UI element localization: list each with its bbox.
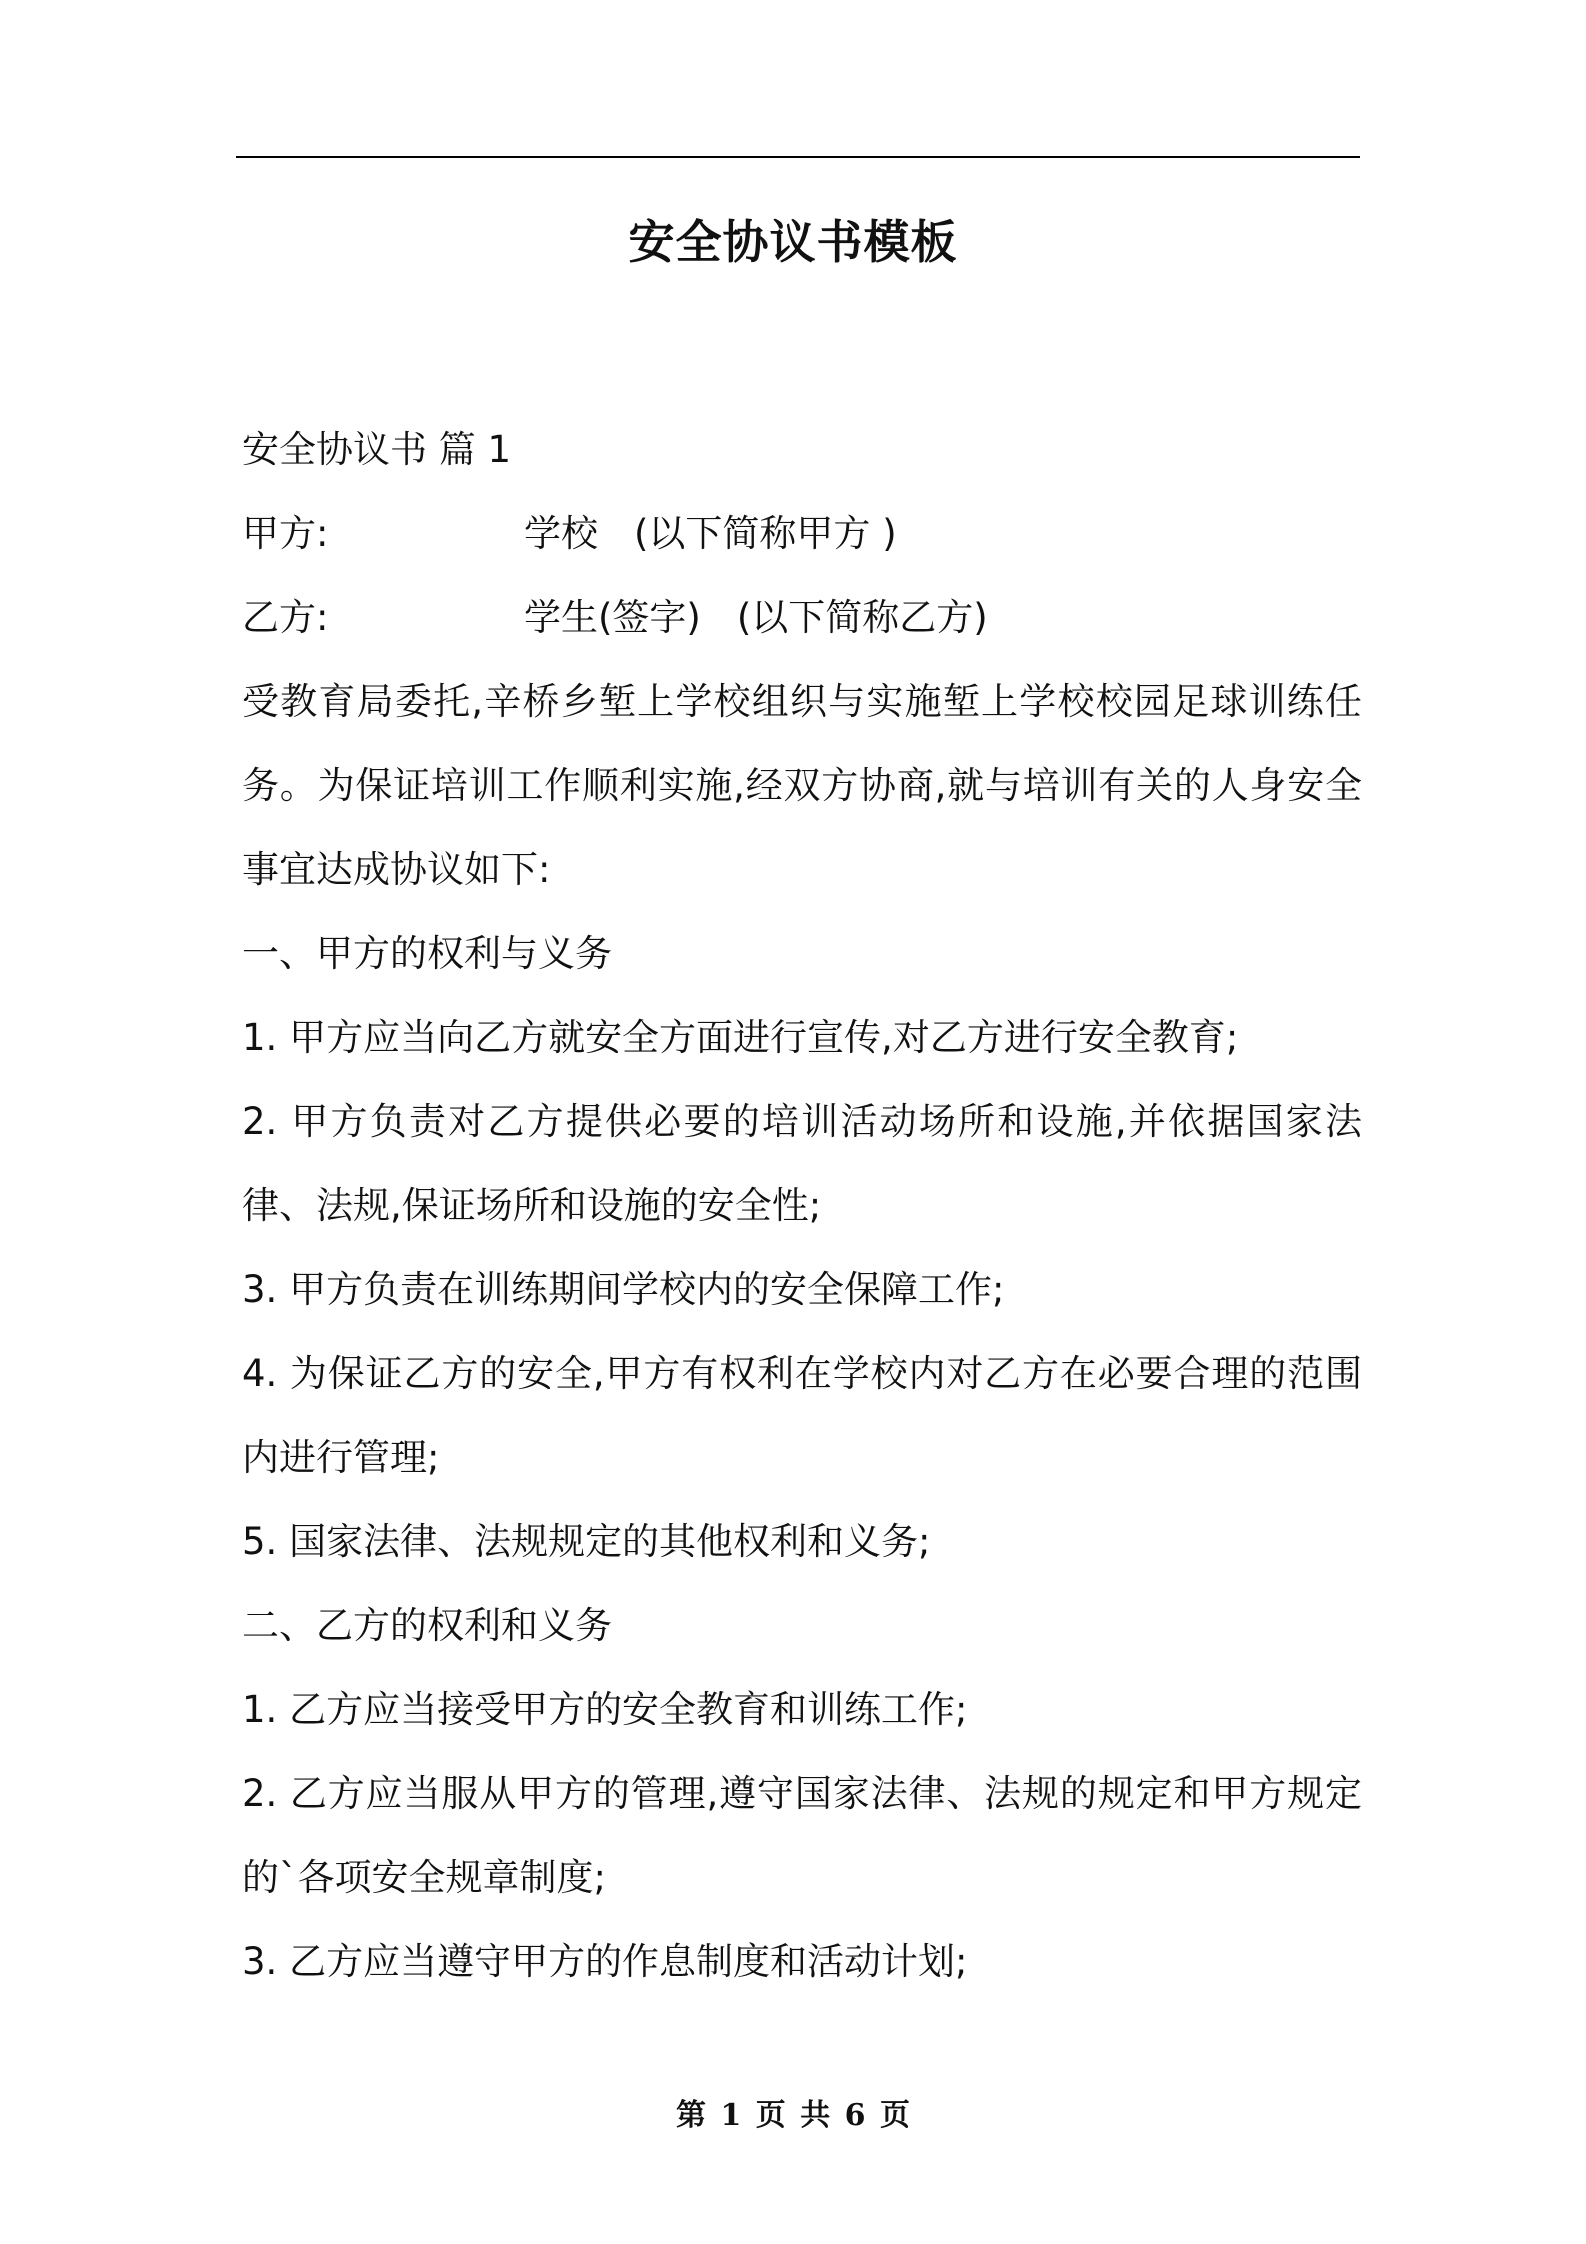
part2-heading: 二、乙方的权利和义务	[242, 1604, 612, 1647]
part2-item: 1. 乙方应当接受甲方的安全教育和训练工作;	[242, 1688, 968, 1731]
party-b-gap	[701, 576, 737, 660]
section-heading: 安全协议书 篇 1	[242, 428, 512, 471]
part1-item: 4. 为保证乙方的安全,甲方有权利在学校内对乙方在必要合理的范围内进行管理;	[242, 1352, 1362, 1479]
part1-heading: 一、甲方的权利与义务	[242, 932, 612, 975]
party-b-name: 学生(签字)	[524, 596, 701, 639]
document-title: 安全协议书模板	[628, 215, 958, 269]
part1-item: 2. 甲方负责对乙方提供必要的培训活动场所和设施,并依据国家法律、法规,保证场所和设施的安全性;	[242, 1100, 1362, 1227]
part2-item: 2. 乙方应当服从甲方的管理,遵守国家法律、法规的规定和甲方规定的`各项安全规章制度;	[242, 1772, 1362, 1899]
part1-item: 5. 国家法律、法规规定的其他权利和义务;	[242, 1520, 931, 1563]
party-a-gap	[598, 492, 634, 576]
party-a-label: 甲方:	[242, 512, 329, 555]
page-indicator: 第 1 页 共 6 页	[676, 2098, 910, 2133]
intro-paragraph: 受教育局委托,辛桥乡堑上学校组织与实施堑上学校校园足球训练任务。为保证培训工作顺利实施,经双方协商,就与培训有关的人身安全事宜达成协议如下:	[242, 680, 1362, 891]
part2-item: 3. 乙方应当遵守甲方的作息制度和活动计划;	[242, 1940, 968, 1983]
header-rule	[236, 156, 1360, 158]
party-b-label: 乙方:	[242, 596, 329, 639]
document-body	[242, 408, 1362, 2004]
part1-item: 1. 甲方应当向乙方就安全方面进行宣传,对乙方进行安全教育;	[242, 1016, 1239, 1059]
party-a-note: (以下简称甲方 )	[634, 512, 897, 555]
party-a-row	[242, 492, 1362, 576]
party-a-name: 学校	[524, 512, 598, 555]
party-b-row	[242, 576, 1362, 660]
part1-item: 3. 甲方负责在训练期间学校内的安全保障工作;	[242, 1268, 1005, 1311]
party-b-note: (以下简称乙方)	[736, 596, 988, 639]
